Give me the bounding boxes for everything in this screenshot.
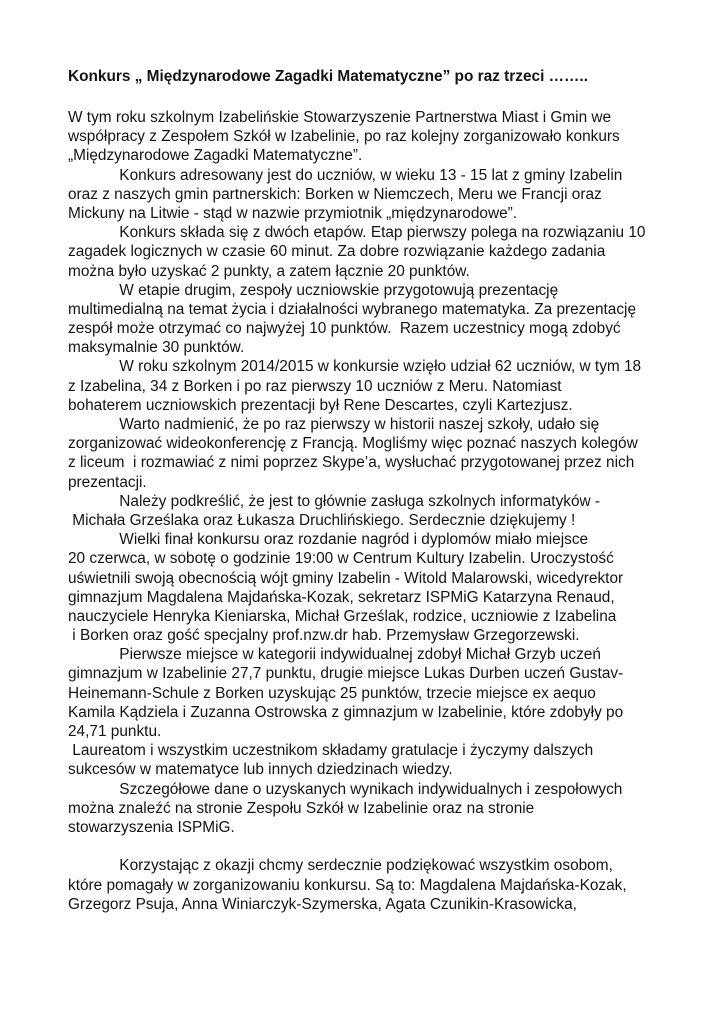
text-line: Mickuny na Litwie - stąd w nazwie przymiotnik „międzynarodowe”. <box>68 204 518 222</box>
text-line: „Międzynarodowe Zagadki Matematyczne”. <box>68 147 363 165</box>
text-line: z liceum i rozmawiać z nimi poprzez Skype’a, wysłuchać przygotowanej przez nich <box>68 454 635 472</box>
text-line: Laureatom i wszystkim uczestnikom składamy gratulacje i życzymy dalszych <box>68 742 594 760</box>
text-line: Heinemann-Schule z Borken uzyskując 25 punktów, trzecie miejsce ex aequo <box>68 684 596 702</box>
text-line: Wielki finał konkursu oraz rozdanie nagród i dyplomów miało miejsce <box>68 531 589 549</box>
text-line: Michała Grześlaka oraz Łukasza Druchlińskiego. Serdecznie dziękujemy ! <box>68 511 576 529</box>
text-line: można znaleźć na stronie Zespołu Szkół w Izabelinie oraz na stronie <box>68 799 535 817</box>
text-line: z Izabelina, 34 z Borken i po raz pierwszy 10 uczniów z Meru. Natomiast <box>68 377 562 395</box>
text-line: nauczyciele Henryka Kieniarska, Michał Grześlak, rodzice, uczniowie z Izabelina <box>68 607 617 625</box>
text-line: bohaterem uczniowskich prezentacji był Rene Descartes, czyli Kartezjusz. <box>68 396 573 414</box>
text-line: sukcesów w matematyce lub innych dziedzinach wiedzy. <box>68 761 453 779</box>
text-line: W etapie drugim, zespoły uczniowskie przygotowują prezentację <box>68 281 559 299</box>
text-line: maksymalnie 30 punktów. <box>68 339 245 357</box>
document-title: Konkurs „ Międzynarodowe Zagadki Matematyczne” po raz trzeci …….. <box>68 68 588 85</box>
text-line: można było uzyskać 2 punkty, a zatem łącznie 20 punktów. <box>68 262 470 280</box>
text-line: Szczegółowe dane o uzyskanych wynikach indywidualnych i zespołowych <box>68 780 623 798</box>
text-line: Należy podkreślić, że jest to głównie zasługa szkolnych informatyków - <box>68 492 601 510</box>
document-page <box>68 68 668 914</box>
text-line: stowarzyszenia ISPMiG. <box>68 818 235 836</box>
text-line: które pomagały w zorganizowaniu konkursu. Są to: Magdalena Majdańska-Kozak, <box>68 876 627 894</box>
text-line: prezentacji. <box>68 473 147 491</box>
text-line: zorganizować wideokonferencję z Francją. Mogliśmy więc poznać naszych kolegów <box>68 435 638 453</box>
text-line: W roku szkolnym 2014/2015 w konkursie wzięło udział 62 uczniów, w tym 18 <box>68 358 642 376</box>
text-line: Kamila Kądziela i Zuzanna Ostrowska z gimnazjum w Izabelinie, które zdobyły po <box>68 703 624 721</box>
text-line: gimnazjum Magdalena Majdańska-Kozak, sekretarz ISPMiG Katarzyna Renaud, <box>68 588 615 606</box>
text-line: oraz z naszych gmin partnerskich: Borken w Niemczech, Meru we Francji oraz <box>68 185 602 203</box>
text-line: współpracy z Zespołem Szkół w Izabelinie, po raz kolejny zorganizowało konkurs <box>68 128 620 146</box>
text-line: Konkurs adresowany jest do uczniów, w wieku 13 - 15 lat z gminy Izabelin <box>68 166 623 184</box>
text-line: Grzegorz Psuja, Anna Winiarczyk-Szymerska, Agata Czunikin-Krasowicka, <box>68 895 577 913</box>
paragraph-gap <box>68 837 668 856</box>
text-line: Warto nadmienić, że po raz pierwszy w historii naszej szkoły, udało się <box>68 416 600 433</box>
document-body <box>68 108 668 914</box>
text-line: multimedialną na temat życia i działalności wybranego matematyka. Za prezentację <box>68 300 637 318</box>
text-line: Pierwsze miejsce w kategorii indywidualnej zdobył Michał Grzyb uczeń <box>68 646 601 664</box>
text-line: i Borken oraz gość specjalny prof.nzw.dr hab. Przemysław Grzegorzewski. <box>68 627 580 645</box>
text-line: W tym roku szkolnym Izabelińskie Stowarzyszenie Partnerstwa Miast i Gmin we <box>68 109 612 126</box>
text-line: Korzystając z okazji chcmy serdecznie podziękować wszystkim osobom, <box>68 857 613 875</box>
text-line: 20 czerwca, w sobotę o godzinie 19:00 w Centrum Kultury Izabelin. Uroczystość <box>68 550 614 568</box>
text-line: zagadek logicznych w czasie 60 minut. Za dobre rozwiązanie każdego zadania <box>68 243 606 261</box>
text-line: 24,71 punktu. <box>68 723 162 740</box>
text-line: uświetnili swoją obecnością wójt gminy Izabelin - Witold Malarowski, wicedyrektor <box>68 569 624 587</box>
text-line: gimnazjum w Izabelinie 27,7 punktu, drugie miejsce Lukas Durben uczeń Gustav- <box>68 665 624 683</box>
text-line: zespół może otrzymać co najwyżej 10 punktów. Razem uczestnicy mogą zdobyć <box>68 320 621 338</box>
text-line: Konkurs składa się z dwóch etapów. Etap pierwszy polega na rozwiązaniu 10 <box>68 224 646 242</box>
